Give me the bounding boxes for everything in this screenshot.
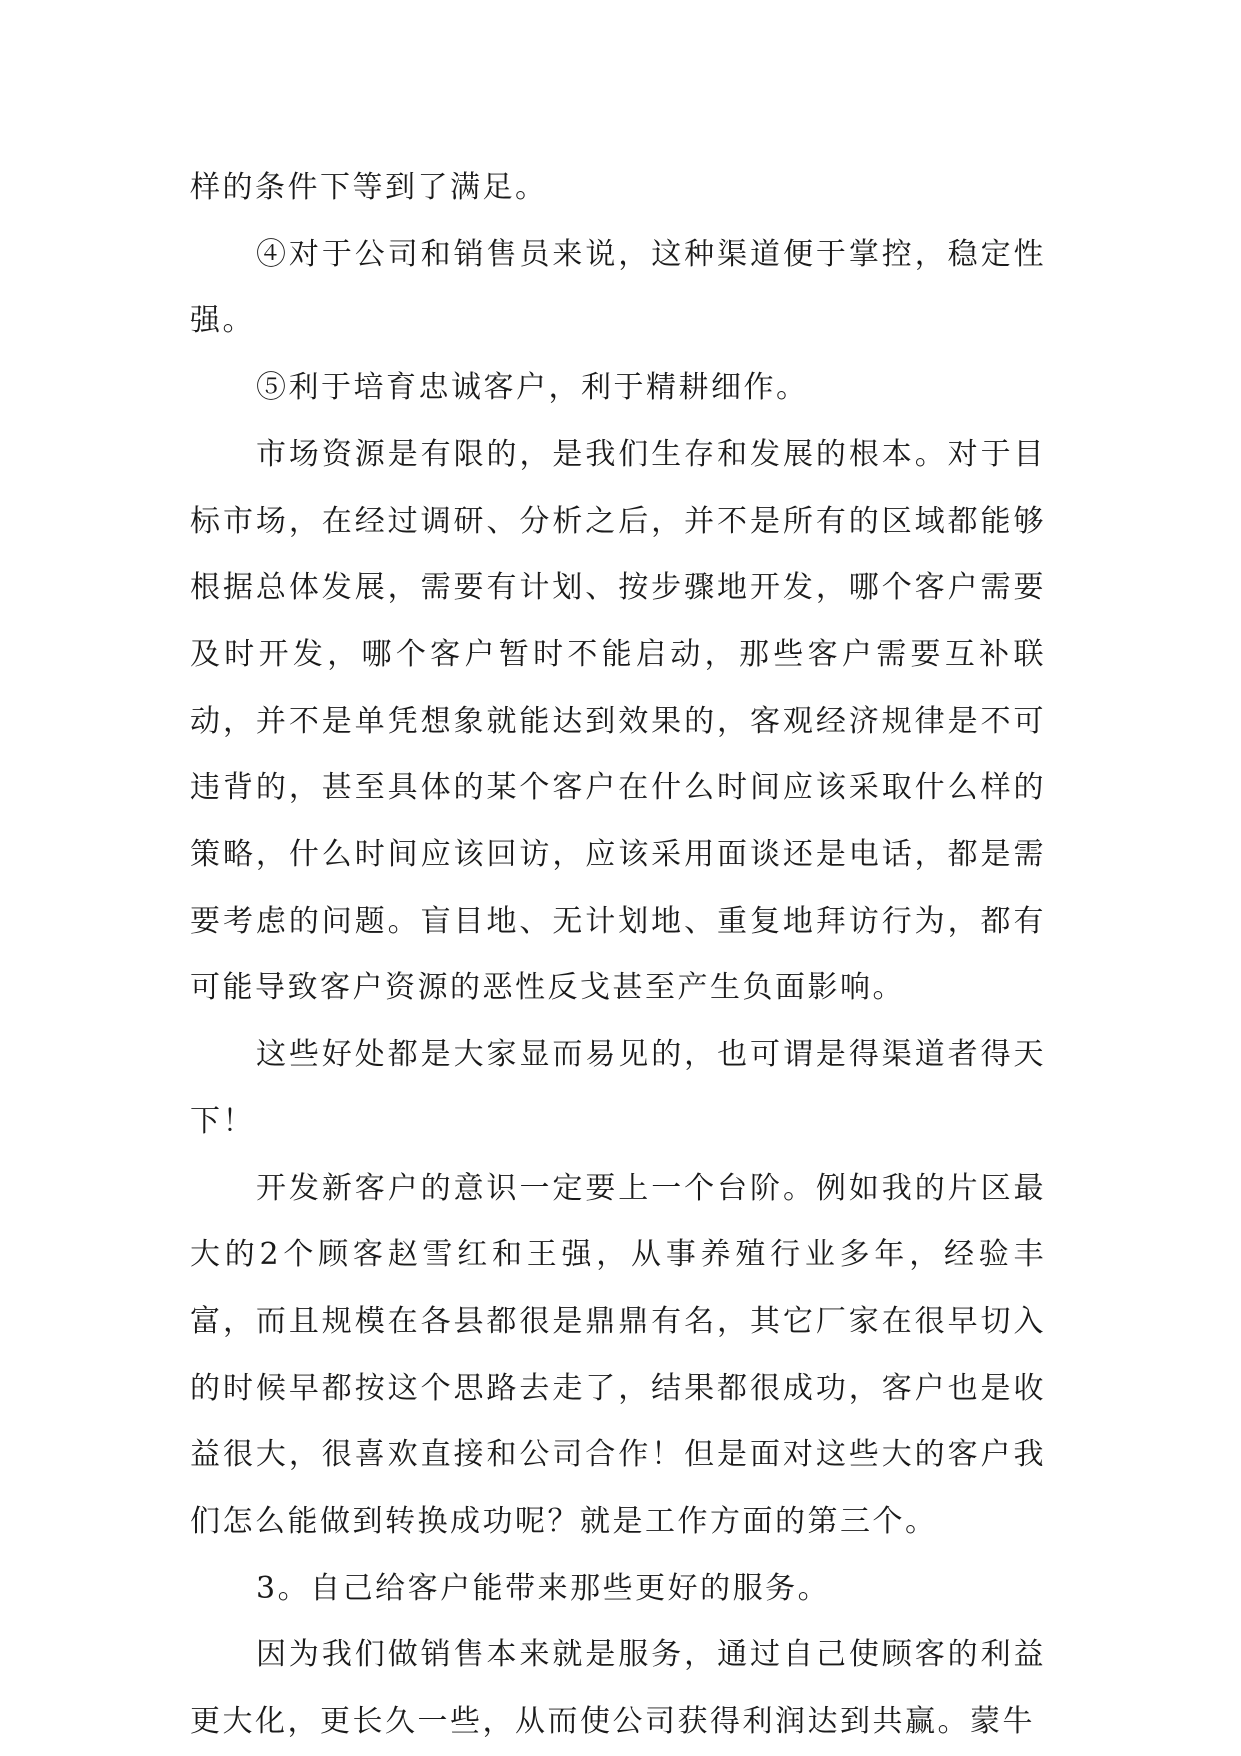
paragraph: ④对于公司和销售员来说，这种渠道便于掌控，稳定性强。 <box>190 236 1046 339</box>
paragraph: 市场资源是有限的，是我们生存和发展的根本。对于目标市场，在经过调研、分析之后，并不是所有的区域都能够根据总体发展，需要有计划、按步骤地开发，哪个客户需要及时开发，哪个客户暂时不能启动，那些客户需要互补联动，并不是单凭想象就能达到效果的，客观经济规律是不可违背的，甚至具体的某个客户在什么时间应该采取什么样的策略，什么时间应该回访，应该采用面谈还是电话，都是需要考虑的问题。盲目地、无计划地、重复地拜访行为，都有可能导致客户资源的恶性反戈甚至产生负面影响。 <box>190 436 1046 1006</box>
paragraph: ⑤利于培育忠诚客户，利于精耕细作。 <box>256 370 809 406</box>
paragraph: 样的条件下等到了满足。 <box>190 170 548 205</box>
document-body <box>190 155 1046 1756</box>
paragraph: 开发新客户的意识一定要上一个台阶。例如我的片区最大的2个顾客赵雪红和王强，从事养殖行业多年，经验丰富，而且规模在各县都很是鼎鼎有名，其它厂家在很早切入的时候早都按这个思路去走了，结果都很成功，客户也是收益很大，很喜欢直接和公司合作！但是面对这些大的客户我们怎么能做到转换成功呢？就是工作方面的第三个。 <box>190 1170 1046 1540</box>
paragraph: 这些好处都是大家显而易见的，也可谓是得渠道者得天下！ <box>190 1037 1046 1139</box>
paragraph: 因为我们做销售本来就是服务，通过自己使顾客的利益更大化，更长久一些，从而使公司获得利润达到共赢。蒙牛 <box>190 1637 1046 1740</box>
paragraph: 3。自己给客户能带来那些更好的服务。 <box>256 1570 831 1606</box>
